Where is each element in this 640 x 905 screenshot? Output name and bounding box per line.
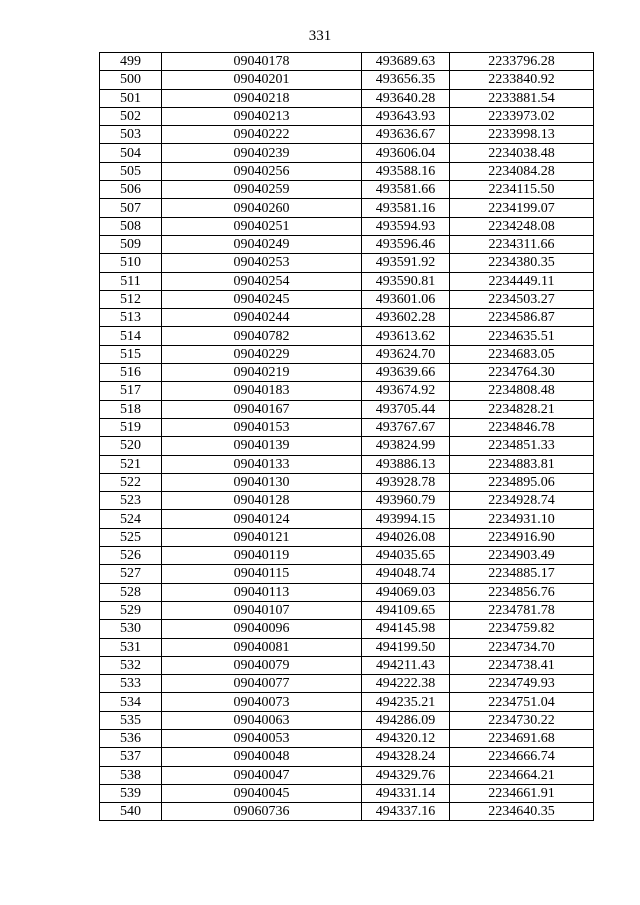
y-coordinate-cell: 2233998.13	[450, 126, 594, 144]
x-coordinate-cell: 494199.50	[362, 638, 450, 656]
table-row	[100, 418, 594, 436]
y-coordinate-cell: 2234808.48	[450, 382, 594, 400]
x-coordinate-cell: 493602.28	[362, 309, 450, 327]
y-coordinate-cell: 2234503.27	[450, 290, 594, 308]
y-coordinate-cell: 2234903.49	[450, 547, 594, 565]
table-row	[100, 656, 594, 674]
parcel-id-cell: 09040045	[162, 784, 362, 802]
x-coordinate-cell: 493705.44	[362, 400, 450, 418]
table-row	[100, 601, 594, 619]
parcel-id-cell: 09040222	[162, 126, 362, 144]
table-row	[100, 711, 594, 729]
row-number-cell: 519	[100, 418, 162, 436]
parcel-id-cell: 09040153	[162, 418, 362, 436]
y-coordinate-cell: 2234115.50	[450, 181, 594, 199]
parcel-id-cell: 09040239	[162, 144, 362, 162]
row-number-cell: 513	[100, 309, 162, 327]
y-coordinate-cell: 2234683.05	[450, 345, 594, 363]
row-number-cell: 524	[100, 510, 162, 528]
table-row	[100, 729, 594, 747]
table-row	[100, 510, 594, 528]
x-coordinate-cell: 493643.93	[362, 107, 450, 125]
y-coordinate-cell: 2234781.78	[450, 601, 594, 619]
parcel-id-cell: 09040124	[162, 510, 362, 528]
y-coordinate-cell: 2233796.28	[450, 53, 594, 71]
row-number-cell: 526	[100, 547, 162, 565]
x-coordinate-cell: 493689.63	[362, 53, 450, 71]
parcel-id-cell: 09040047	[162, 766, 362, 784]
row-number-cell: 540	[100, 803, 162, 821]
parcel-id-cell: 09040259	[162, 181, 362, 199]
table-row	[100, 803, 594, 821]
x-coordinate-cell: 493624.70	[362, 345, 450, 363]
parcel-id-cell: 09040183	[162, 382, 362, 400]
parcel-id-cell: 09040073	[162, 693, 362, 711]
table-row	[100, 565, 594, 583]
row-number-cell: 529	[100, 601, 162, 619]
row-number-cell: 510	[100, 254, 162, 272]
table-row	[100, 547, 594, 565]
table-row	[100, 400, 594, 418]
parcel-id-cell: 09040128	[162, 492, 362, 510]
x-coordinate-cell: 494331.14	[362, 784, 450, 802]
row-number-cell: 533	[100, 675, 162, 693]
y-coordinate-cell: 2234895.06	[450, 473, 594, 491]
table-row	[100, 620, 594, 638]
row-number-cell: 517	[100, 382, 162, 400]
table-row	[100, 309, 594, 327]
table-row	[100, 345, 594, 363]
x-coordinate-cell: 493928.78	[362, 473, 450, 491]
parcel-id-cell: 09040133	[162, 455, 362, 473]
parcel-id-cell: 09060736	[162, 803, 362, 821]
x-coordinate-cell: 493886.13	[362, 455, 450, 473]
x-coordinate-cell: 493606.04	[362, 144, 450, 162]
row-number-cell: 512	[100, 290, 162, 308]
table-row	[100, 144, 594, 162]
parcel-id-cell: 09040229	[162, 345, 362, 363]
row-number-cell: 505	[100, 162, 162, 180]
row-number-cell: 506	[100, 181, 162, 199]
parcel-id-cell: 09040178	[162, 53, 362, 71]
row-number-cell: 520	[100, 437, 162, 455]
coordinates-table	[99, 52, 594, 821]
y-coordinate-cell: 2234084.28	[450, 162, 594, 180]
y-coordinate-cell: 2234828.21	[450, 400, 594, 418]
x-coordinate-cell: 493588.16	[362, 162, 450, 180]
table-row	[100, 71, 594, 89]
parcel-id-cell: 09040139	[162, 437, 362, 455]
page-number: 331	[308, 28, 332, 44]
y-coordinate-cell: 2234749.93	[450, 675, 594, 693]
x-coordinate-cell: 494026.08	[362, 528, 450, 546]
table-row	[100, 364, 594, 382]
table-row	[100, 254, 594, 272]
x-coordinate-cell: 494329.76	[362, 766, 450, 784]
x-coordinate-cell: 493591.92	[362, 254, 450, 272]
y-coordinate-cell: 2234751.04	[450, 693, 594, 711]
x-coordinate-cell: 494048.74	[362, 565, 450, 583]
x-coordinate-cell: 494109.65	[362, 601, 450, 619]
table-row	[100, 675, 594, 693]
table-row	[100, 455, 594, 473]
y-coordinate-cell: 2233881.54	[450, 89, 594, 107]
y-coordinate-cell: 2234734.70	[450, 638, 594, 656]
table-row	[100, 89, 594, 107]
parcel-id-cell: 09040219	[162, 364, 362, 382]
x-coordinate-cell: 493581.16	[362, 199, 450, 217]
x-coordinate-cell: 494235.21	[362, 693, 450, 711]
x-coordinate-cell: 493824.99	[362, 437, 450, 455]
row-number-cell: 527	[100, 565, 162, 583]
x-coordinate-cell: 493767.67	[362, 418, 450, 436]
x-coordinate-cell: 494145.98	[362, 620, 450, 638]
x-coordinate-cell: 493594.93	[362, 217, 450, 235]
x-coordinate-cell: 494320.12	[362, 729, 450, 747]
y-coordinate-cell: 2234664.21	[450, 766, 594, 784]
y-coordinate-cell: 2234666.74	[450, 748, 594, 766]
parcel-id-cell: 09040201	[162, 71, 362, 89]
row-number-cell: 514	[100, 327, 162, 345]
x-coordinate-cell: 493674.92	[362, 382, 450, 400]
y-coordinate-cell: 2234730.22	[450, 711, 594, 729]
y-coordinate-cell: 2234199.07	[450, 199, 594, 217]
parcel-id-cell: 09040121	[162, 528, 362, 546]
parcel-id-cell: 09040053	[162, 729, 362, 747]
row-number-cell: 516	[100, 364, 162, 382]
table-row	[100, 162, 594, 180]
table-row	[100, 181, 594, 199]
table-row	[100, 327, 594, 345]
row-number-cell: 532	[100, 656, 162, 674]
y-coordinate-cell: 2233840.92	[450, 71, 594, 89]
row-number-cell: 528	[100, 583, 162, 601]
x-coordinate-cell: 493596.46	[362, 235, 450, 253]
row-number-cell: 499	[100, 53, 162, 71]
table-row	[100, 784, 594, 802]
row-number-cell: 537	[100, 748, 162, 766]
table-row	[100, 748, 594, 766]
row-number-cell: 501	[100, 89, 162, 107]
y-coordinate-cell: 2234586.87	[450, 309, 594, 327]
y-coordinate-cell: 2234851.33	[450, 437, 594, 455]
table-row	[100, 583, 594, 601]
x-coordinate-cell: 494211.43	[362, 656, 450, 674]
y-coordinate-cell: 2234916.90	[450, 528, 594, 546]
table-row	[100, 126, 594, 144]
parcel-id-cell: 09040107	[162, 601, 362, 619]
y-coordinate-cell: 2234885.17	[450, 565, 594, 583]
x-coordinate-cell: 493640.28	[362, 89, 450, 107]
parcel-id-cell: 09040048	[162, 748, 362, 766]
x-coordinate-cell: 493994.15	[362, 510, 450, 528]
row-number-cell: 536	[100, 729, 162, 747]
table-row	[100, 382, 594, 400]
x-coordinate-cell: 493590.81	[362, 272, 450, 290]
y-coordinate-cell: 2234928.74	[450, 492, 594, 510]
y-coordinate-cell: 2234883.81	[450, 455, 594, 473]
y-coordinate-cell: 2234311.66	[450, 235, 594, 253]
parcel-id-cell: 09040115	[162, 565, 362, 583]
table-row	[100, 638, 594, 656]
y-coordinate-cell: 2234738.41	[450, 656, 594, 674]
row-number-cell: 525	[100, 528, 162, 546]
parcel-id-cell: 09040213	[162, 107, 362, 125]
row-number-cell: 500	[100, 71, 162, 89]
row-number-cell: 521	[100, 455, 162, 473]
x-coordinate-cell: 494222.38	[362, 675, 450, 693]
table-row	[100, 437, 594, 455]
table-row	[100, 492, 594, 510]
parcel-id-cell: 09040130	[162, 473, 362, 491]
y-coordinate-cell: 2234691.68	[450, 729, 594, 747]
row-number-cell: 523	[100, 492, 162, 510]
parcel-id-cell: 09040119	[162, 547, 362, 565]
parcel-id-cell: 09040245	[162, 290, 362, 308]
coordinates-table-body	[100, 53, 594, 821]
table-row	[100, 53, 594, 71]
parcel-id-cell: 09040249	[162, 235, 362, 253]
x-coordinate-cell: 494035.65	[362, 547, 450, 565]
y-coordinate-cell: 2234764.30	[450, 364, 594, 382]
table-row	[100, 528, 594, 546]
parcel-id-cell: 09040081	[162, 638, 362, 656]
row-number-cell: 502	[100, 107, 162, 125]
row-number-cell: 518	[100, 400, 162, 418]
parcel-id-cell: 09040063	[162, 711, 362, 729]
x-coordinate-cell: 493636.67	[362, 126, 450, 144]
parcel-id-cell: 09040254	[162, 272, 362, 290]
row-number-cell: 538	[100, 766, 162, 784]
table-row	[100, 290, 594, 308]
parcel-id-cell: 09040077	[162, 675, 362, 693]
parcel-id-cell: 09040113	[162, 583, 362, 601]
parcel-id-cell: 09040782	[162, 327, 362, 345]
row-number-cell: 509	[100, 235, 162, 253]
x-coordinate-cell: 494337.16	[362, 803, 450, 821]
row-number-cell: 504	[100, 144, 162, 162]
parcel-id-cell: 09040079	[162, 656, 362, 674]
y-coordinate-cell: 2234380.35	[450, 254, 594, 272]
parcel-id-cell: 09040251	[162, 217, 362, 235]
table-row	[100, 766, 594, 784]
y-coordinate-cell: 2234248.08	[450, 217, 594, 235]
parcel-id-cell: 09040253	[162, 254, 362, 272]
row-number-cell: 530	[100, 620, 162, 638]
x-coordinate-cell: 494328.24	[362, 748, 450, 766]
row-number-cell: 515	[100, 345, 162, 363]
table-row	[100, 199, 594, 217]
row-number-cell: 522	[100, 473, 162, 491]
y-coordinate-cell: 2234635.51	[450, 327, 594, 345]
x-coordinate-cell: 494069.03	[362, 583, 450, 601]
parcel-id-cell: 09040096	[162, 620, 362, 638]
row-number-cell: 508	[100, 217, 162, 235]
row-number-cell: 539	[100, 784, 162, 802]
row-number-cell: 535	[100, 711, 162, 729]
x-coordinate-cell: 493581.66	[362, 181, 450, 199]
row-number-cell: 511	[100, 272, 162, 290]
y-coordinate-cell: 2234846.78	[450, 418, 594, 436]
y-coordinate-cell: 2233973.02	[450, 107, 594, 125]
row-number-cell: 534	[100, 693, 162, 711]
y-coordinate-cell: 2234640.35	[450, 803, 594, 821]
table-row	[100, 272, 594, 290]
x-coordinate-cell: 493601.06	[362, 290, 450, 308]
x-coordinate-cell: 493613.62	[362, 327, 450, 345]
row-number-cell: 507	[100, 199, 162, 217]
table-row	[100, 473, 594, 491]
x-coordinate-cell: 493960.79	[362, 492, 450, 510]
y-coordinate-cell: 2234931.10	[450, 510, 594, 528]
table-row	[100, 217, 594, 235]
y-coordinate-cell: 2234759.82	[450, 620, 594, 638]
y-coordinate-cell: 2234038.48	[450, 144, 594, 162]
y-coordinate-cell: 2234856.76	[450, 583, 594, 601]
table-row	[100, 235, 594, 253]
y-coordinate-cell: 2234661.91	[450, 784, 594, 802]
row-number-cell: 531	[100, 638, 162, 656]
x-coordinate-cell: 494286.09	[362, 711, 450, 729]
row-number-cell: 503	[100, 126, 162, 144]
parcel-id-cell: 09040256	[162, 162, 362, 180]
parcel-id-cell: 09040218	[162, 89, 362, 107]
table-row	[100, 107, 594, 125]
parcel-id-cell: 09040167	[162, 400, 362, 418]
x-coordinate-cell: 493639.66	[362, 364, 450, 382]
parcel-id-cell: 09040244	[162, 309, 362, 327]
parcel-id-cell: 09040260	[162, 199, 362, 217]
y-coordinate-cell: 2234449.11	[450, 272, 594, 290]
table-row	[100, 693, 594, 711]
x-coordinate-cell: 493656.35	[362, 71, 450, 89]
